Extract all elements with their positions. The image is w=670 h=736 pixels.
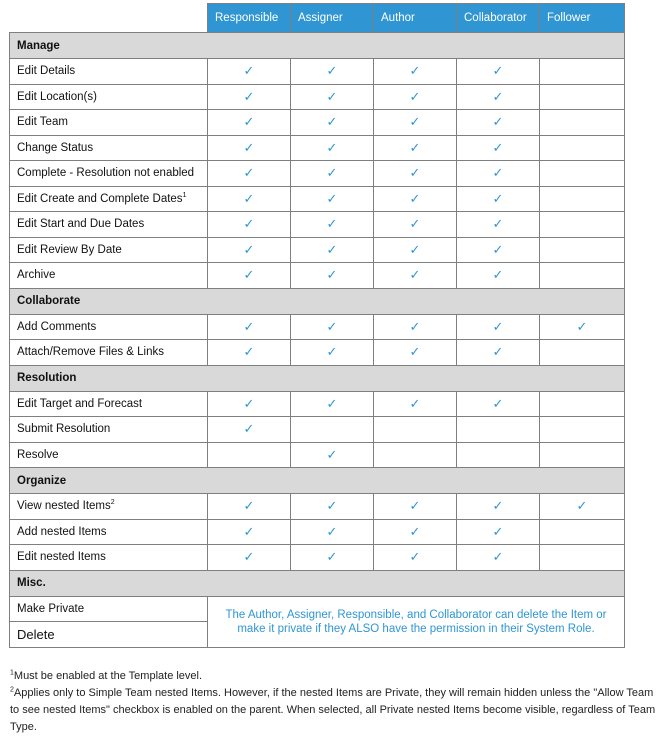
footnote-marker: 1 [182, 191, 187, 199]
permission-cell [457, 161, 540, 187]
permission-label-cell [10, 237, 208, 263]
permission-cell [540, 442, 625, 468]
check-icon: ✓ [243, 88, 255, 104]
check-icon: ✓ [576, 498, 588, 514]
permission-label: Edit Start and Due Dates [17, 218, 145, 231]
permission-cell [291, 59, 374, 85]
permission-cell [457, 442, 540, 468]
check-icon: ✓ [492, 395, 504, 411]
check-icon: ✓ [409, 165, 421, 181]
permission-cell [374, 545, 457, 571]
permission-label-cell [10, 110, 208, 136]
permission-cell [540, 135, 625, 161]
check-icon: ✓ [243, 216, 255, 232]
permission-cell [540, 161, 625, 187]
check-icon: ✓ [409, 216, 421, 232]
permission-label-cell [10, 545, 208, 571]
permission-label: Edit Review By Date [17, 243, 122, 256]
permission-cell [208, 314, 291, 340]
check-icon: ✓ [243, 190, 255, 206]
permission-label: Archive [17, 269, 56, 282]
permission-cell [457, 212, 540, 238]
permission-cell [208, 59, 291, 85]
footnote-number: 2 [10, 686, 14, 694]
permission-cell [208, 340, 291, 366]
permission-cell [540, 391, 625, 417]
permission-cell [457, 340, 540, 366]
table-row [10, 314, 625, 340]
permission-label: Edit Team [17, 116, 68, 129]
table-row [10, 161, 625, 187]
check-icon: ✓ [326, 190, 338, 206]
permission-cell [291, 212, 374, 238]
check-icon: ✓ [409, 63, 421, 79]
permission-cell [208, 84, 291, 110]
table-row [10, 519, 625, 545]
check-icon: ✓ [243, 318, 255, 334]
permission-label-cell [10, 494, 208, 520]
permission-label: Complete - Resolution not enabled [17, 167, 195, 180]
section-title: Organize [10, 468, 625, 494]
permission-cell [457, 59, 540, 85]
check-icon: ✓ [409, 523, 421, 539]
permission-cell [374, 110, 457, 136]
permission-cell [374, 161, 457, 187]
section-title: Manage [10, 33, 625, 59]
permissions-table [9, 3, 625, 648]
permission-cell [457, 84, 540, 110]
permission-cell [291, 186, 374, 212]
permission-cell [374, 263, 457, 289]
permission-label-cell [10, 135, 208, 161]
check-icon: ✓ [492, 498, 504, 514]
permission-cell [374, 494, 457, 520]
permission-label: Attach/Remove Files & Links [17, 346, 165, 359]
permission-cell [457, 110, 540, 136]
permission-label-cell [10, 212, 208, 238]
check-icon: ✓ [492, 344, 504, 360]
permission-cell [374, 59, 457, 85]
check-icon: ✓ [243, 523, 255, 539]
permission-cell [457, 519, 540, 545]
permission-cell [291, 161, 374, 187]
check-icon: ✓ [243, 344, 255, 360]
check-icon: ✓ [243, 165, 255, 181]
permission-label: Add nested Items [17, 525, 107, 538]
permission-cell [208, 212, 291, 238]
check-icon: ✓ [326, 165, 338, 181]
permission-cell [540, 519, 625, 545]
permission-cell [208, 519, 291, 545]
check-icon: ✓ [409, 318, 421, 334]
check-icon: ✓ [492, 190, 504, 206]
permission-cell [540, 237, 625, 263]
table-body [10, 33, 625, 648]
check-icon: ✓ [326, 139, 338, 155]
permission-cell [208, 263, 291, 289]
permission-cell [374, 314, 457, 340]
permission-cell [291, 110, 374, 136]
permission-cell [208, 161, 291, 187]
check-icon: ✓ [409, 88, 421, 104]
check-icon: ✓ [409, 498, 421, 514]
column-header-follower: Follower [540, 4, 625, 33]
check-icon: ✓ [243, 139, 255, 155]
check-icon: ✓ [576, 318, 588, 334]
permission-cell [208, 135, 291, 161]
permission-label: Add Comments [17, 320, 97, 333]
header-row [10, 4, 625, 33]
check-icon: ✓ [492, 216, 504, 232]
permission-label-cell [10, 391, 208, 417]
table-row [10, 186, 625, 212]
permission-cell [374, 84, 457, 110]
check-icon: ✓ [409, 549, 421, 565]
permission-cell [208, 186, 291, 212]
permission-label-cell [10, 519, 208, 545]
check-icon: ✓ [326, 395, 338, 411]
table-row [10, 212, 625, 238]
check-icon: ✓ [409, 190, 421, 206]
permission-cell [457, 237, 540, 263]
permission-cell [374, 186, 457, 212]
check-icon: ✓ [243, 549, 255, 565]
permission-cell [291, 391, 374, 417]
permission-cell [208, 417, 291, 443]
permission-label-cell [10, 314, 208, 340]
permission-cell [540, 59, 625, 85]
permission-label: Edit Create and Complete Dates [17, 192, 183, 205]
check-icon: ✓ [243, 114, 255, 130]
permission-cell [374, 442, 457, 468]
footnotes [10, 668, 665, 736]
permission-cell [208, 494, 291, 520]
check-icon: ✓ [326, 549, 338, 565]
check-icon: ✓ [492, 165, 504, 181]
permission-cell [291, 442, 374, 468]
permission-cell [457, 135, 540, 161]
misc-note: The Author, Assigner, Responsible, and Collaborator can delete the Item or make it private if they ALSO have the permission in their System Role. [208, 596, 625, 647]
check-icon: ✓ [409, 267, 421, 283]
permission-cell [540, 417, 625, 443]
permission-label: View nested Items [17, 500, 111, 513]
permission-cell [540, 186, 625, 212]
permission-cell [374, 135, 457, 161]
permission-label-cell: Delete [10, 622, 208, 648]
table-row [10, 391, 625, 417]
permission-label-cell [10, 417, 208, 443]
check-icon: ✓ [409, 139, 421, 155]
permission-label-cell [10, 340, 208, 366]
footnote [10, 668, 665, 685]
permission-cell [374, 519, 457, 545]
permission-cell [291, 494, 374, 520]
check-icon: ✓ [492, 139, 504, 155]
header-blank-cell [10, 4, 208, 33]
permission-cell [457, 314, 540, 340]
permission-label-cell [10, 442, 208, 468]
permission-cell [208, 545, 291, 571]
permission-cell [374, 237, 457, 263]
table-row [10, 340, 625, 366]
check-icon: ✓ [243, 241, 255, 257]
permission-cell [457, 494, 540, 520]
table-row [10, 596, 625, 622]
permission-cell [291, 314, 374, 340]
table-row [10, 84, 625, 110]
permission-cell [374, 417, 457, 443]
section-header-row [10, 468, 625, 494]
check-icon: ✓ [326, 241, 338, 257]
check-icon: ✓ [492, 523, 504, 539]
check-icon: ✓ [492, 63, 504, 79]
permission-cell [457, 263, 540, 289]
permission-cell [540, 545, 625, 571]
check-icon: ✓ [492, 114, 504, 130]
permission-cell [291, 519, 374, 545]
section-header-row [10, 288, 625, 314]
permission-cell [457, 545, 540, 571]
check-icon: ✓ [492, 318, 504, 334]
permission-cell [208, 391, 291, 417]
check-icon: ✓ [326, 63, 338, 79]
check-icon: ✓ [243, 267, 255, 283]
permission-label-cell [10, 59, 208, 85]
permission-cell [291, 340, 374, 366]
table-row [10, 135, 625, 161]
table-row [10, 545, 625, 571]
check-icon: ✓ [492, 241, 504, 257]
permission-label: Submit Resolution [17, 423, 111, 436]
column-header-collaborator: Collaborator [457, 4, 540, 33]
check-icon: ✓ [492, 88, 504, 104]
permission-cell [540, 494, 625, 520]
check-icon: ✓ [409, 344, 421, 360]
permission-cell [457, 391, 540, 417]
permission-label: Edit Details [17, 65, 76, 78]
section-header-row [10, 365, 625, 391]
permission-label: Change Status [17, 141, 94, 154]
permission-label: Resolve [17, 448, 59, 461]
permission-cell [291, 237, 374, 263]
table-row [10, 417, 625, 443]
permission-cell [540, 340, 625, 366]
section-title: Misc. [10, 570, 625, 596]
check-icon: ✓ [326, 498, 338, 514]
permission-cell [291, 417, 374, 443]
permission-label-cell [10, 84, 208, 110]
permission-cell [291, 263, 374, 289]
permission-cell [291, 84, 374, 110]
check-icon: ✓ [326, 446, 338, 462]
table-row [10, 110, 625, 136]
permission-label-cell [10, 161, 208, 187]
check-icon: ✓ [492, 549, 504, 565]
permission-cell [540, 110, 625, 136]
permission-cell [540, 314, 625, 340]
permission-cell [374, 212, 457, 238]
permission-label: Edit Target and Forecast [17, 397, 143, 410]
permission-cell [374, 340, 457, 366]
permission-label: Edit Location(s) [17, 90, 97, 103]
check-icon: ✓ [243, 421, 255, 437]
check-icon: ✓ [326, 523, 338, 539]
permission-cell [291, 135, 374, 161]
permission-label: Edit nested Items [17, 551, 106, 564]
check-icon: ✓ [492, 267, 504, 283]
permission-cell [208, 110, 291, 136]
check-icon: ✓ [326, 114, 338, 130]
permission-cell [540, 212, 625, 238]
column-header-author: Author [374, 4, 457, 33]
permission-cell [457, 417, 540, 443]
column-header-responsible: Responsible [208, 4, 291, 33]
check-icon: ✓ [326, 318, 338, 334]
table-row [10, 237, 625, 263]
check-icon: ✓ [326, 267, 338, 283]
permission-cell [291, 545, 374, 571]
check-icon: ✓ [326, 88, 338, 104]
permission-cell [540, 84, 625, 110]
permission-label-cell [10, 263, 208, 289]
check-icon: ✓ [409, 114, 421, 130]
check-icon: ✓ [409, 241, 421, 257]
check-icon: ✓ [243, 395, 255, 411]
check-icon: ✓ [243, 63, 255, 79]
table-row [10, 263, 625, 289]
permission-label-cell [10, 186, 208, 212]
table-row [10, 59, 625, 85]
footnote-text: Must be enabled at the Template level. [13, 670, 203, 682]
permission-cell [208, 237, 291, 263]
permission-label-cell: Make Private [10, 596, 208, 622]
permission-cell [374, 391, 457, 417]
permission-cell [540, 263, 625, 289]
footnote [10, 685, 665, 736]
column-header-assigner: Assigner [291, 4, 374, 33]
table-row [10, 442, 625, 468]
table-row [10, 494, 625, 520]
section-title: Collaborate [10, 288, 625, 314]
footnote-number: 1 [10, 669, 14, 677]
footnote-marker: 2 [110, 499, 115, 507]
section-header-row [10, 33, 625, 59]
footnote-text: Applies only to Simple Team nested Items. However, if the nested Items are Private, they will remain hidden unless the "Allow Team to see nested Items" checkbox is enabled on the parent. When selected, all Private nested Items become visible, regardless of Team Type. [10, 687, 656, 733]
section-header-row [10, 570, 625, 596]
check-icon: ✓ [409, 395, 421, 411]
check-icon: ✓ [326, 216, 338, 232]
check-icon: ✓ [243, 498, 255, 514]
check-icon: ✓ [326, 344, 338, 360]
section-title: Resolution [10, 365, 625, 391]
permission-cell [208, 442, 291, 468]
permission-cell [457, 186, 540, 212]
